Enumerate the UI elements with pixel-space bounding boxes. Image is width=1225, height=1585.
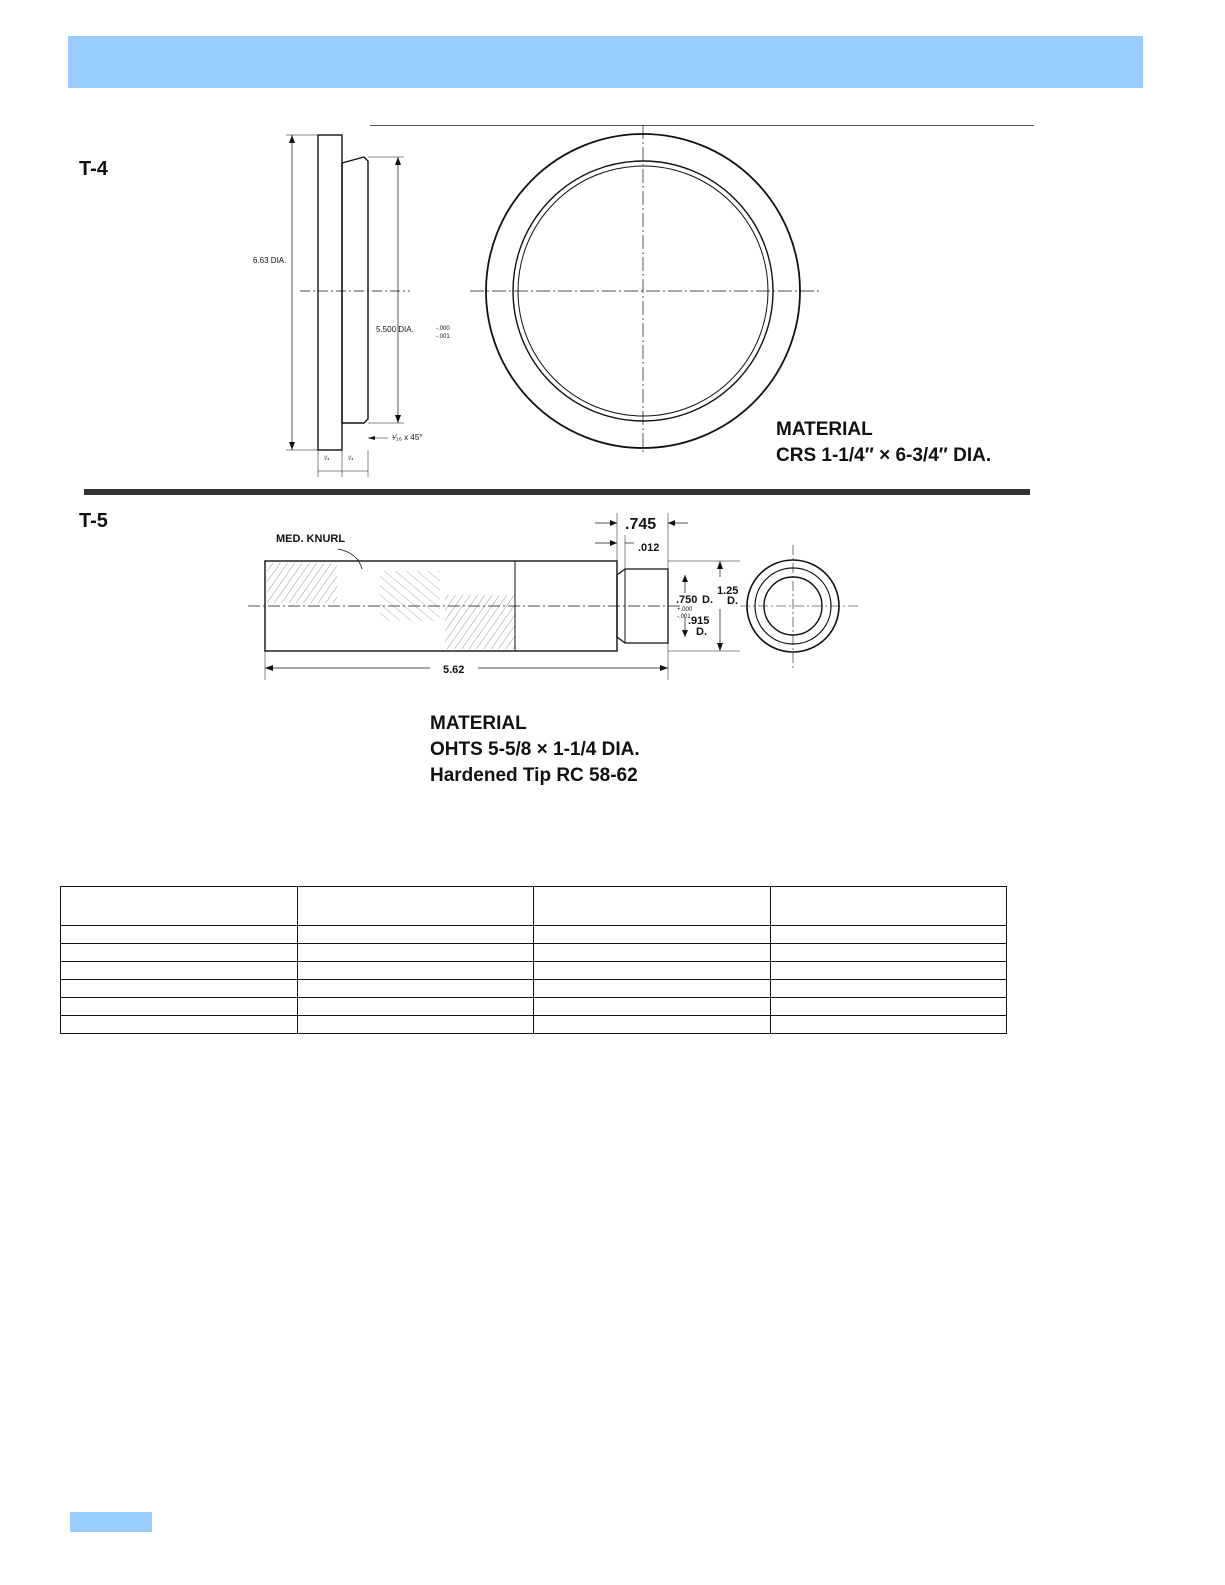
table-row [61, 1016, 1007, 1034]
t5-end-view [740, 540, 870, 670]
t4-material [776, 417, 991, 469]
t5-material [430, 711, 640, 789]
table-row [61, 944, 1007, 962]
t4-side-view-labels [250, 125, 490, 485]
svg-text:D.: D. [702, 594, 713, 606]
header-bar [68, 36, 1143, 88]
table-row [61, 980, 1007, 998]
t5-step-d-label: .915 [688, 615, 710, 627]
section-divider [84, 489, 1030, 495]
parts-table [60, 886, 1007, 1034]
table-cell [770, 887, 1007, 926]
footer-tab [70, 1512, 152, 1532]
table-cell [534, 887, 771, 926]
svg-text:-.001: -.001 [436, 334, 450, 340]
t5-tip-length-label: .745 [625, 516, 657, 533]
t4-front-view [470, 125, 830, 455]
table-cell [61, 887, 298, 926]
figure-label-t4: T-4 [79, 158, 108, 180]
svg-text:¹⁄₄: ¹⁄₄ [348, 456, 354, 462]
figure-label-t5: T-5 [79, 510, 108, 532]
table-row [61, 926, 1007, 944]
table-row [61, 998, 1007, 1016]
table-header-row [61, 887, 1007, 926]
t4-material-spec: CRS 1-1/4″ × 6-3/4″ DIA. [776, 445, 992, 466]
t5-length-label: 5.62 [443, 664, 465, 676]
svg-text:¹⁄₄: ¹⁄₄ [324, 456, 330, 462]
t5-bore-label: .750 [676, 594, 698, 606]
t4-material-heading: MATERIAL [776, 419, 873, 440]
t4-chamfer-label: ¹⁄₁₆ x 45° [392, 433, 423, 442]
t5-material-heading: MATERIAL [430, 713, 527, 734]
t4-inner-dia-label: 5.500 DIA. [376, 325, 414, 334]
t4-outer-dia-label: 6.63 DIA. [253, 256, 287, 265]
t5-side-view-labels [240, 505, 760, 685]
svg-text:-.001: -.001 [677, 614, 691, 620]
t5-tip-step-label: .012 [638, 542, 660, 554]
t5-material-spec: OHTS 5-5/8 × 1-1/4 DIA. [430, 739, 640, 760]
svg-text:+.000: +.000 [677, 607, 693, 613]
svg-text:D.: D. [727, 595, 738, 607]
svg-text:D.: D. [696, 626, 707, 638]
t5-material-note: Hardened Tip RC 58-62 [430, 765, 638, 786]
svg-text:-.000: -.000 [436, 326, 450, 332]
table-cell [297, 887, 534, 926]
table-row [61, 962, 1007, 980]
t5-knurl-label: MED. KNURL [276, 533, 346, 545]
t5-outer-d-label: 1.25 [717, 585, 739, 597]
